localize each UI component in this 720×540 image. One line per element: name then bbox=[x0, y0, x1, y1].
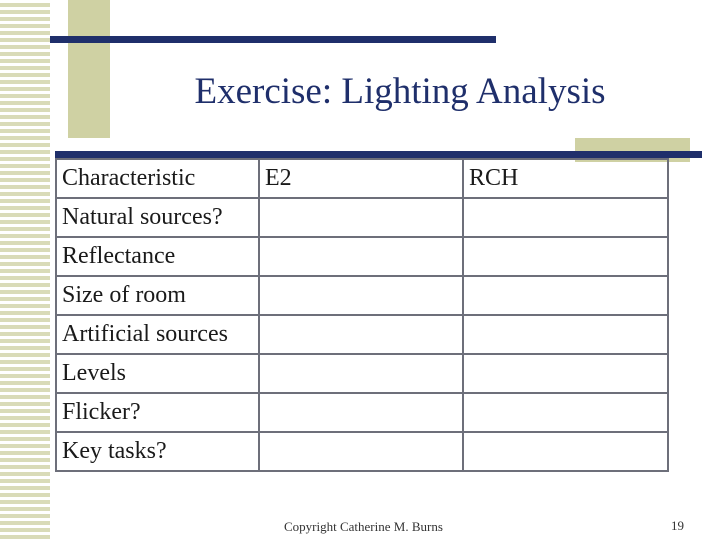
cell-e2 bbox=[259, 237, 463, 276]
title-accent-bar bbox=[50, 36, 496, 43]
table-header-row bbox=[56, 159, 668, 198]
row-label: Levels bbox=[56, 354, 259, 393]
header-cell-e2: E2 bbox=[259, 159, 463, 198]
analysis-table bbox=[55, 158, 669, 472]
slide-title: Exercise: Lighting Analysis bbox=[194, 71, 606, 112]
cell-e2 bbox=[259, 315, 463, 354]
cell-e2 bbox=[259, 393, 463, 432]
cell-rch bbox=[463, 315, 668, 354]
cell-e2 bbox=[259, 432, 463, 471]
cell-e2 bbox=[259, 276, 463, 315]
table-accent-bar bbox=[55, 151, 702, 158]
header-cell-rch: RCH bbox=[463, 159, 668, 198]
row-label: Flicker? bbox=[56, 393, 259, 432]
table-row bbox=[56, 237, 668, 276]
decorative-tan-block bbox=[68, 0, 110, 138]
table-row bbox=[56, 432, 668, 471]
row-label: Reflectance bbox=[56, 237, 259, 276]
page-number: 19 bbox=[671, 518, 684, 533]
cell-rch bbox=[463, 198, 668, 237]
row-label: Size of room bbox=[56, 276, 259, 315]
cell-rch bbox=[463, 237, 668, 276]
footer-copyright: Copyright Catherine M. Burns bbox=[284, 519, 443, 534]
decorative-stripes bbox=[0, 0, 50, 540]
table-row bbox=[56, 354, 668, 393]
cell-e2 bbox=[259, 354, 463, 393]
row-label: Artificial sources bbox=[56, 315, 259, 354]
cell-rch bbox=[463, 432, 668, 471]
row-label: Key tasks? bbox=[56, 432, 259, 471]
cell-rch bbox=[463, 276, 668, 315]
cell-rch bbox=[463, 393, 668, 432]
table-row bbox=[56, 393, 668, 432]
header-cell-characteristic: Characteristic bbox=[56, 159, 259, 198]
table-row bbox=[56, 276, 668, 315]
table-row bbox=[56, 315, 668, 354]
table-row bbox=[56, 198, 668, 237]
cell-e2 bbox=[259, 198, 463, 237]
row-label: Natural sources? bbox=[56, 198, 259, 237]
cell-rch bbox=[463, 354, 668, 393]
